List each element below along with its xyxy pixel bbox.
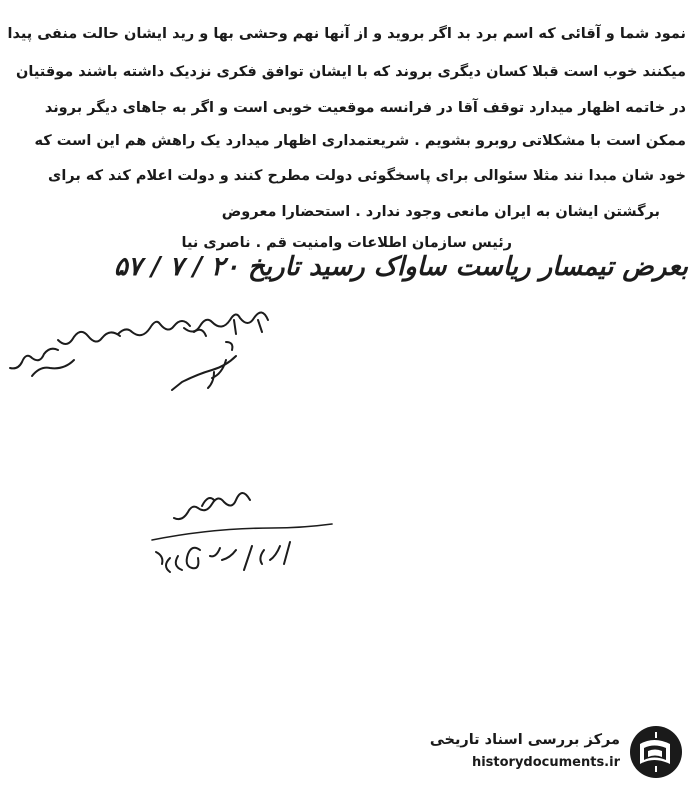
typed-line-5: خود شان مبدا نند مثلا سئوالی برای پاسخگوئی دولت مطرح کنند و دولت اعلام کند که برای xyxy=(48,168,686,184)
handwritten-date-note xyxy=(140,476,340,586)
handwritten-note: بعرض تیمسار ریاست ساواک رسید تاریخ ۲۰ / ۷ / ۵۷ xyxy=(113,252,688,282)
typed-line-4: ممکن است با مشکلاتی روبرو بشویم . شریعتمداری اظهار میدارد یک راهش هم این است که xyxy=(34,133,686,149)
typed-line-6: برگشتن ایشان به ایران مانعی وجود ندارد . استحضارا معروض xyxy=(221,204,660,220)
archive-footer xyxy=(412,722,692,778)
signature-line: رئیس سازمان اطلاعات وامنیت قم . ناصری نیا xyxy=(181,235,512,251)
typed-line-3: در خاتمه اظهار میدارد توقف آقا در فرانسه موقعیت خوبی است و اگر به جاهای دیگر بروند xyxy=(44,100,686,116)
archive-name: مرکز بررسی اسناد تاریخی xyxy=(429,732,620,748)
typed-line-2: میکنند خوب است قبلا کسان دیگری بروند که با ایشان توافق فکری نزدیک داشته باشند موقتیان xyxy=(16,64,686,80)
archive-logo-icon xyxy=(626,724,686,780)
typed-line-1: نمود شما و آقائی که اسم برد بد اگر بروید و از آنها نهم وحشی بها و رید ایشان حالت منفی پیدا xyxy=(7,26,686,42)
archive-url: historydocuments.ir xyxy=(471,755,620,770)
handwritten-signatures xyxy=(0,290,300,410)
